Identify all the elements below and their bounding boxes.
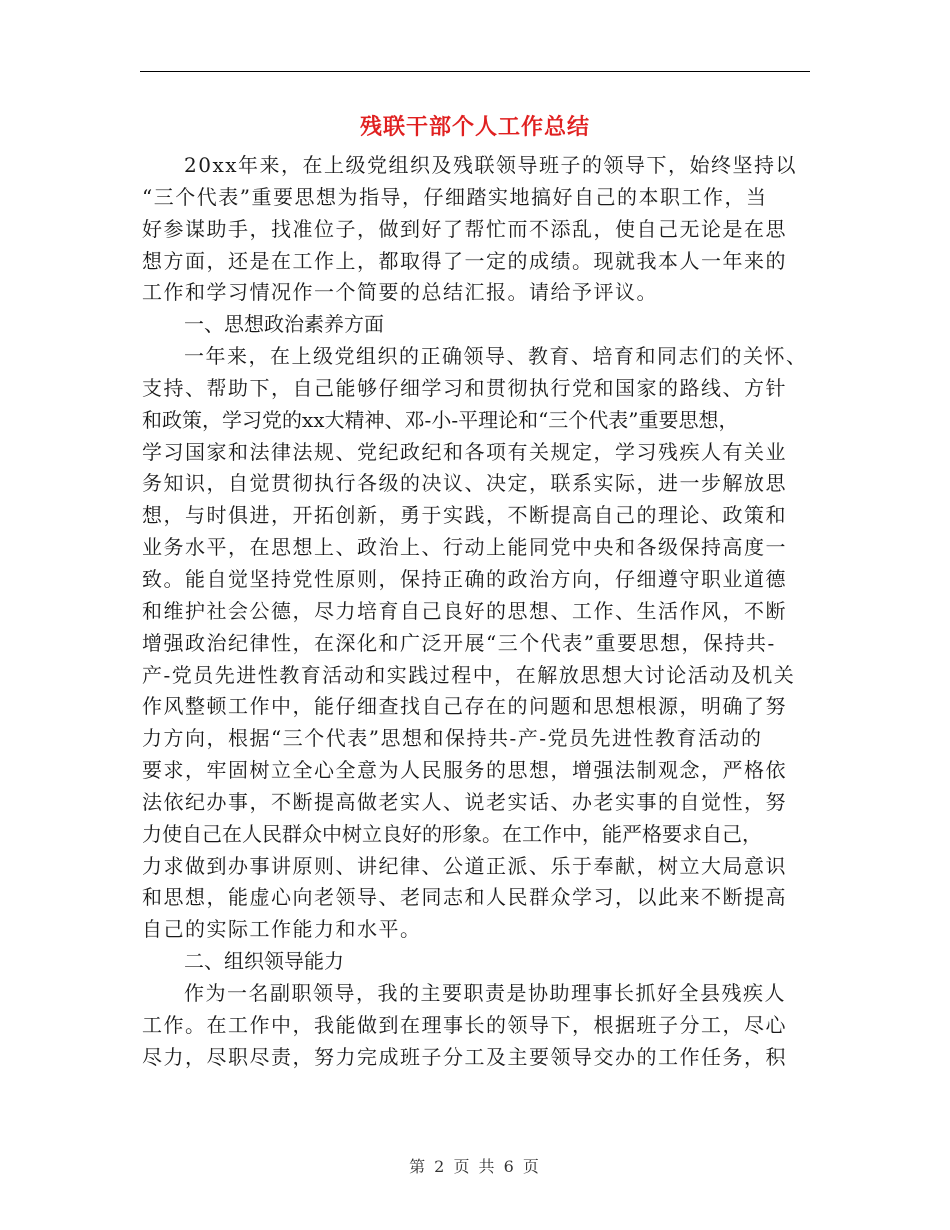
section-heading: 二、组织领导能力	[184, 949, 344, 974]
paragraph-line: 作为一名副职领导，我的主要职责是协助理事长抓好全县残疾人	[184, 980, 786, 1005]
page-number: 第 2 页 共 6 页	[409, 1157, 541, 1176]
paragraph-line: 产-党员先进性教育活动和实践过程中，在解放思想大讨论活动及机关	[142, 662, 796, 687]
paragraph-line: 务知识，自觉贯彻执行各级的决议、决定，联系实际，进一步解放思	[142, 471, 787, 496]
paragraph-line: 支持、帮助下，自己能够仔细学习和贯彻执行党和国家的路线、方针	[142, 375, 787, 400]
paragraph-line: 20xx年来，在上级党组织及残联领导班子的领导下，始终坚持以	[184, 153, 798, 177]
paragraph-line: 学习国家和法律法规、党纪政纪和各项有关规定，学习残疾人有关业	[142, 439, 787, 464]
header-rule	[140, 71, 810, 72]
paragraph-line: 业务水平，在思想上、政治上、行动上能同党中央和各级保持高度一	[142, 535, 787, 560]
paragraph-line: 和政策，学习党的xx大精神、邓-小-平理论和“三个代表”重要思想，	[142, 407, 739, 432]
paragraph-line: 力方向，根据“三个代表”思想和保持共-产-党员先进性教育活动的	[142, 726, 763, 751]
paragraph-line: 法依纪办事，不断提高做老实人、说老实话、办老实事的自觉性，努	[142, 789, 787, 814]
paragraph-line: 致。能自觉坚持党性原则，保持正确的政治方向，仔细遵守职业道德	[142, 566, 787, 591]
paragraph-line: 想，与时俱进，开拓创新，勇于实践，不断提高自己的理论、政策和	[142, 503, 787, 528]
paragraph-line: 自己的实际工作能力和水平。	[142, 917, 422, 942]
paragraph-line: 作风整顿工作中，能仔细查找自己存在的问题和思想根源，明确了努	[142, 694, 787, 719]
paragraph-line: 力使自己在人民群众中树立良好的形象。在工作中，能严格要求自己，	[142, 821, 762, 846]
section-heading: 一、思想政治素养方面	[184, 312, 384, 337]
document-title: 残联干部个人工作总结	[359, 114, 590, 140]
paragraph-line: 力求做到办事讲原则、讲纪律、公道正派、乐于奉献，树立大局意识	[142, 853, 787, 878]
paragraph-line: 工作和学习情况作一个简要的总结汇报。请给予评议。	[142, 280, 658, 305]
paragraph-line: 和思想，能虚心向老领导、老同志和人民群众学习，以此来不断提高	[142, 885, 787, 910]
paragraph-line: 尽力，尽职尽责，努力完成班子分工及主要领导交办的工作任务，积	[142, 1044, 787, 1069]
paragraph-line: “三个代表”重要思想为指导，仔细踏实地搞好自己的本职工作，当	[142, 184, 768, 209]
paragraph-line: 要求，牢固树立全心全意为人民服务的思想，增强法制观念，严格依	[142, 758, 787, 783]
document-body	[142, 150, 810, 1073]
paragraph-line: 和维护社会公德，尽力培育自己良好的思想、工作、生活作风，不断	[142, 598, 787, 623]
paragraph-line: 工作。在工作中，我能做到在理事长的领导下，根据班子分工，尽心	[142, 1012, 787, 1037]
paragraph-line: 一年来，在上级党组织的正确领导、教育、培育和同志们的关怀、	[184, 344, 808, 369]
paragraph-line: 增强政治纪律性，在深化和广泛开展“三个代表”重要思想，保持共-	[142, 630, 776, 655]
paragraph-line: 好参谋助手，找准位子，做到好了帮忙而不添乱，使自己无论是在思	[142, 216, 787, 241]
paragraph-line: 想方面，还是在工作上，都取得了一定的成绩。现就我本人一年来的	[142, 248, 787, 273]
